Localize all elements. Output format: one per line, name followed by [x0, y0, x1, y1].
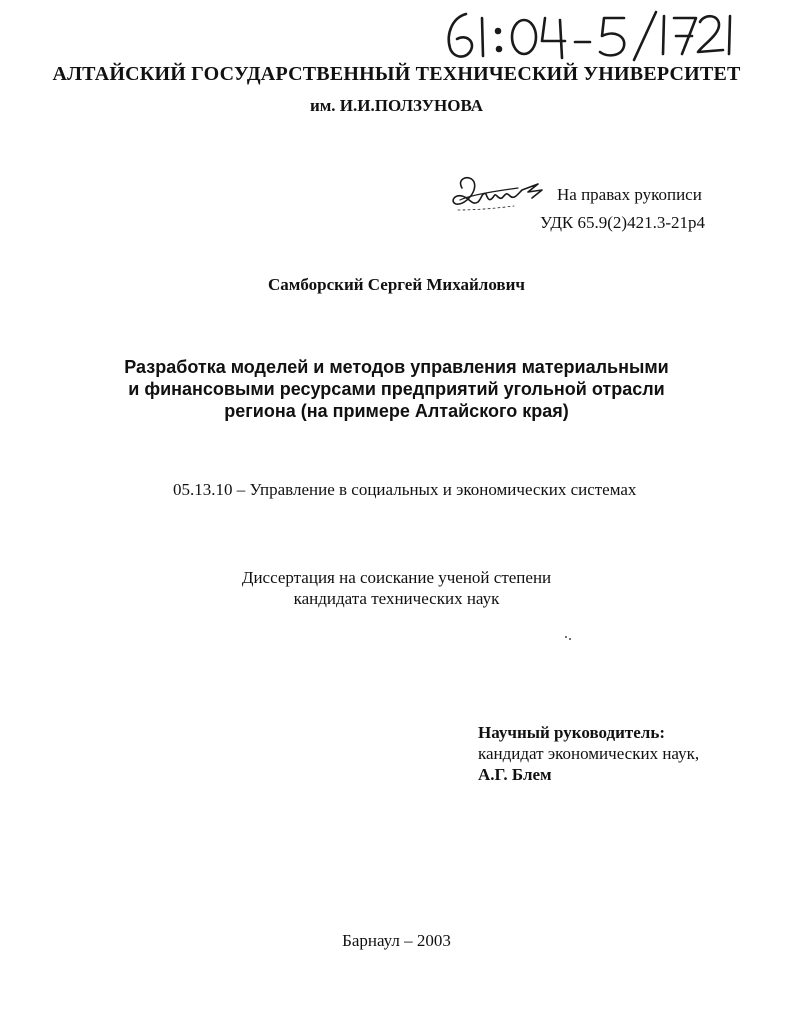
title-line: Разработка моделей и методов управления материальными	[124, 357, 669, 377]
degree-statement	[0, 567, 793, 609]
city-year: Барнаул – 2003	[342, 931, 451, 950]
signature	[448, 166, 550, 216]
scan-speck	[569, 638, 571, 640]
title-line: региона (на примере Алтайского края)	[224, 401, 569, 421]
supervisor-label: Научный руководитель:	[478, 723, 665, 742]
udk-code: УДК 65.9(2)421.3-21р4	[540, 213, 705, 232]
manuscript-rights: На правах рукописи	[557, 185, 702, 204]
degree-line: кандидата технических наук	[293, 589, 500, 608]
supervisor-block	[478, 722, 699, 785]
dissertation-title	[0, 356, 793, 422]
university-heading: АЛТАЙСКИЙ ГОСУДАРСТВЕННЫЙ ТЕХНИЧЕСКИЙ УНИВЕРСИТЕТ	[52, 63, 741, 85]
supervisor-degree: кандидат экономических наук,	[478, 744, 700, 763]
supervisor-name: А.Г. Блем	[478, 765, 552, 784]
handwritten-archive-number	[438, 4, 738, 66]
title-line: и финансовыми ресурсами предприятий угольной отрасли	[128, 379, 665, 399]
university-name: им. И.И.ПОЛЗУНОВА	[309, 96, 484, 115]
scan-speck	[565, 636, 567, 638]
degree-line: Диссертация на соискание ученой степени	[241, 568, 552, 587]
specialty-code: 05.13.10 – Управление в социальных и экономических системах	[173, 480, 637, 499]
author-name: Самборский Сергей Михайлович	[268, 275, 525, 294]
